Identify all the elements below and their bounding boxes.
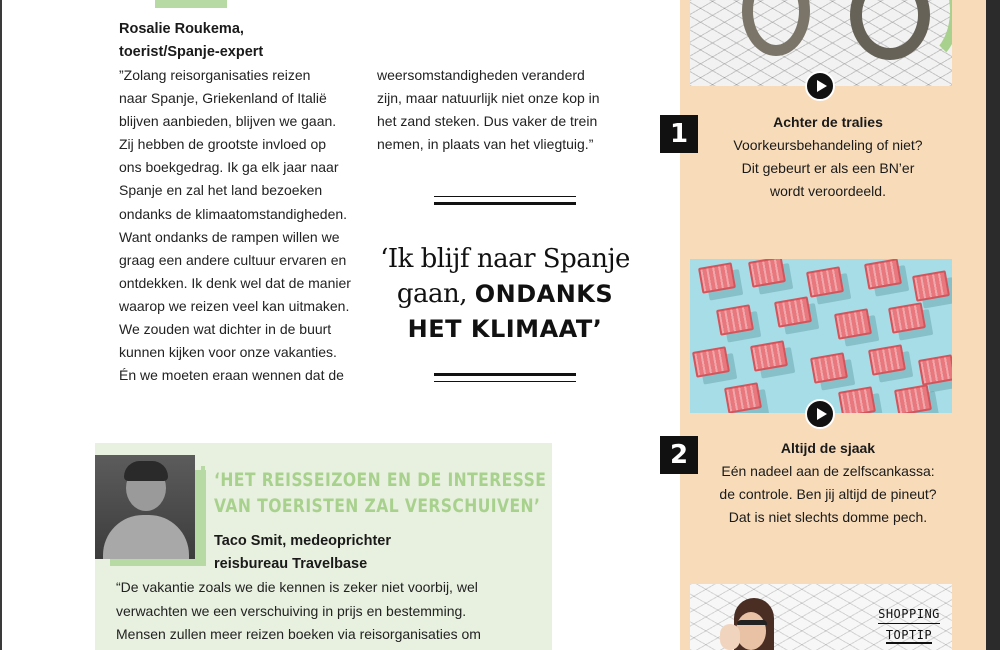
text-line: Mensen zullen meer reizen boeken via reisorganisaties om	[116, 626, 481, 642]
portrait-body	[103, 515, 189, 559]
person-role: reisbureau Travelbase	[214, 556, 368, 572]
sidebar-item-1[interactable]	[700, 111, 956, 203]
basket	[692, 346, 730, 378]
basket	[810, 352, 848, 384]
pull-quote-line-3: HET KLIMAAT’	[407, 315, 603, 343]
portrait-photo	[95, 455, 195, 559]
basket	[774, 296, 812, 328]
quote-box-body	[116, 576, 481, 647]
text-line: “De vakantie zoals we die kennen is zeker niet voorbij, wel	[116, 579, 478, 595]
basket	[806, 266, 844, 298]
basket	[724, 382, 762, 413]
play-icon[interactable]	[805, 399, 835, 429]
text-line: nemen, in plaats van het vliegtuig.”	[377, 136, 594, 153]
pull-quote-rule-bottom	[434, 373, 576, 382]
person-name: Taco Smit, medeoprichter	[214, 533, 391, 549]
basket	[868, 344, 906, 376]
headline-line: ‘HET REISSEIZOEN EN DE INTERESSE	[214, 469, 547, 491]
text-line: blijven aanbieden, blijven we gaan.	[119, 113, 337, 130]
text-line: ondanks de klimaatomstandigheden.	[119, 205, 348, 222]
text-line: ons boekgedrag. Ik ga elk jaar naar	[119, 159, 339, 176]
pull-quote-caps: ONDANKS	[474, 280, 614, 308]
toptip-label: TOPTIP	[885, 628, 933, 642]
basket	[838, 386, 876, 413]
text-line: naar Spanje, Griekenland of Italië	[119, 90, 327, 107]
pull-quote-rule-top	[434, 196, 576, 205]
hand	[720, 624, 740, 650]
shopping-toptip-label	[878, 605, 940, 644]
basket	[698, 262, 736, 294]
basket	[894, 384, 932, 413]
text-line: Spanje en zal het land bezoeken	[119, 182, 323, 199]
text-line: waarop we reizen veel kan uitmaken.	[119, 297, 350, 314]
headline-line: VAN TOERISTEN ZAL VERSCHUIVEN’	[214, 495, 541, 517]
author-name: Rosalie Roukema,	[119, 21, 244, 37]
page-edge-right	[986, 0, 1000, 650]
handcuff-ring	[742, 0, 810, 56]
pull-quote-line-1: ‘Ik blijf naar Spanje	[380, 244, 630, 274]
text-line: Zij hebben de grootste invloed op	[119, 136, 327, 153]
author-credit	[119, 18, 263, 64]
text-line: weersomstandigheden veranderd	[377, 67, 585, 83]
text-line: kunnen kijken voor onze vakanties.	[119, 344, 337, 361]
quote-box-headline	[214, 467, 546, 519]
article-column-1	[119, 64, 351, 387]
pull-quote	[362, 242, 648, 347]
sidebar-item-line: Dat is niet slechts domme pech.	[728, 509, 928, 525]
text-line: Want ondanks de rampen willen we	[119, 228, 340, 245]
basket	[918, 354, 952, 386]
sidebar-item-line: Dit gebeurt er als een BN’er	[741, 160, 915, 176]
text-line: ontdekken. Ik denk wel dat de manier	[119, 274, 351, 291]
basket	[834, 308, 872, 340]
shopping-label: SHOPPING	[878, 605, 940, 624]
author-role: toerist/Spanje-expert	[119, 44, 264, 60]
basket	[716, 304, 754, 336]
basket	[750, 340, 788, 372]
pull-quote-line-2	[362, 277, 648, 312]
sidebar-item-line: Eén nadeel aan de zelfscankassa:	[721, 463, 935, 479]
sunglasses-icon	[737, 620, 767, 628]
text-line: Én we moeten eraan wennen dat de	[119, 367, 344, 384]
text-line: ”Zolang reisorganisaties reizen	[119, 67, 311, 83]
play-icon[interactable]	[805, 71, 835, 101]
green-accent-tab	[155, 0, 227, 8]
sidebar-item-title[interactable]: Achter de tralies	[773, 114, 883, 130]
text-line: verwachten we een verschuiving in prijs en bestemming.	[116, 602, 467, 619]
item-number-1: 1	[660, 115, 698, 153]
text-line: graag een andere cultuur ervaren en	[119, 251, 347, 268]
sidebar-item-title[interactable]: Altijd de sjaak	[780, 440, 876, 456]
text-line: We zouden wat dichter in de buurt	[119, 321, 332, 338]
item-number-2: 2	[660, 436, 698, 474]
text-line: zijn, maar natuurlijk niet onze kop in	[377, 90, 600, 107]
basket	[748, 259, 786, 288]
woman-face	[736, 612, 766, 650]
toptip-label-wrap	[878, 626, 940, 644]
sidebar-item-line: wordt veroordeeld.	[770, 183, 886, 199]
text-line: het zand steken. Dus vaker de trein	[377, 113, 598, 130]
article-column-2	[377, 64, 600, 156]
portrait-hair	[124, 461, 168, 481]
sidebar-item-2[interactable]	[700, 437, 956, 529]
quote-box-person	[214, 530, 391, 576]
sidebar-item-line: de controle. Ben jij altijd de pineut?	[719, 486, 937, 502]
headline-accent-bar	[201, 466, 205, 528]
basket	[912, 270, 950, 302]
baskets-thumbnail[interactable]	[690, 259, 952, 413]
sidebar-item-line: Voorkeursbehandeling of niet?	[733, 137, 923, 153]
basket	[864, 259, 902, 290]
page-edge-left	[0, 0, 2, 650]
pull-quote-text: gaan,	[396, 279, 475, 309]
basket	[888, 302, 926, 334]
